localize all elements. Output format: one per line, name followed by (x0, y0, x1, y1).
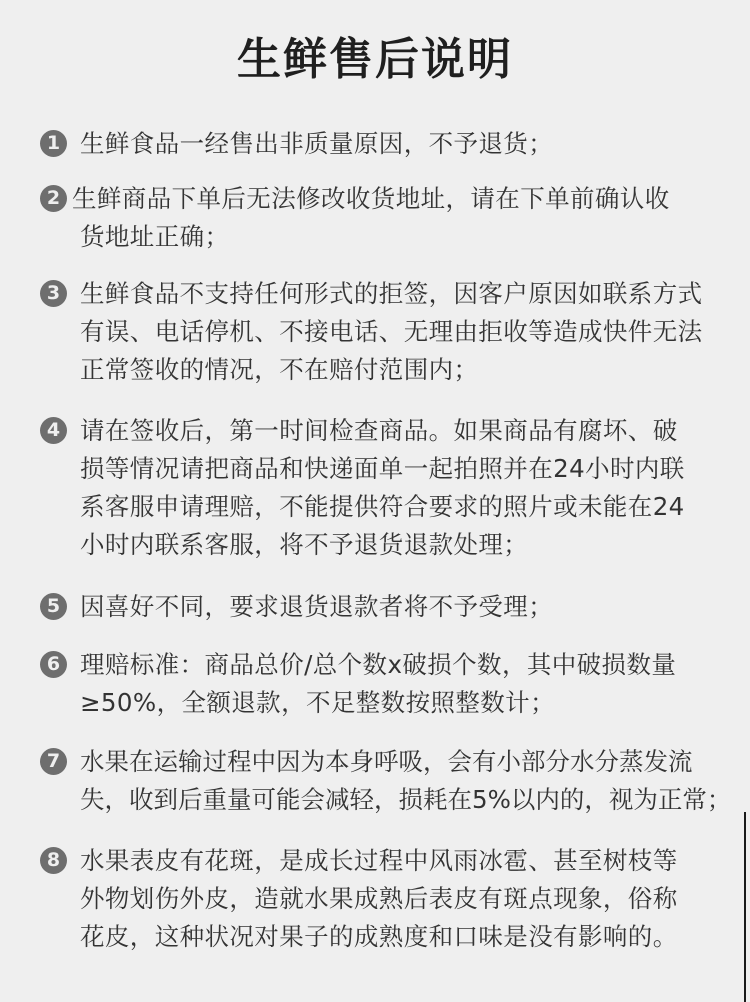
page-title: 生鲜售后说明 (237, 34, 513, 85)
number-badge: 1 (40, 130, 67, 157)
item-text (80, 743, 730, 819)
item-text (80, 646, 730, 722)
item-line: 外物划伤外皮，造就水果成熟后表皮有斑点现象，俗称 (80, 884, 678, 913)
item-line: 系客服申请理赔，不能提供符合要求的照片或未能在24 (80, 492, 685, 521)
item-line: 水果在运输过程中因为本身呼吸，会有小部分水分蒸发流 (80, 747, 693, 776)
number-badge: 4 (40, 417, 67, 444)
item-line: 失，收到后重量可能会减轻，损耗在5%以内的，视为正常； (80, 785, 732, 814)
edge-divider (744, 812, 746, 1002)
item-line: 生鲜商品下单后无法修改收货地址，请在下单前确认收 (72, 184, 670, 213)
number-badge: 8 (40, 847, 67, 874)
item-line: 损等情况请把商品和快递面单一起拍照并在24小时内联 (80, 454, 685, 483)
item-line: 生鲜食品不支持任何形式的拒签，因客户原因如联系方式 (80, 279, 703, 308)
item-line: 水果表皮有花斑，是成长过程中风雨冰雹、甚至树枝等 (80, 846, 678, 875)
number-badge: 6 (40, 651, 67, 678)
number-badge: 2 (40, 185, 67, 212)
item-line: 花皮，这种状况对果子的成熟度和口味是没有影响的。 (80, 922, 678, 951)
item-line: 正常签收的情况，不在赔付范围内； (80, 355, 479, 384)
item-text (80, 412, 730, 564)
item-line: 理赔标准：商品总价/总个数x破损个数，其中破损数量 (80, 650, 677, 679)
item-line: 小时内联系客服，将不予退货退款处理； (80, 530, 529, 559)
number-badge: 7 (40, 748, 67, 775)
item-line: 因喜好不同，要求退货退款者将不予受理； (80, 592, 554, 621)
item-line: ≥50%，全额退款，不足整数按照整数计； (80, 688, 555, 717)
item-text (72, 180, 722, 256)
item-text (80, 842, 730, 956)
number-badge: 5 (40, 593, 67, 620)
item-text (80, 588, 730, 626)
item-line: 请在签收后，第一时间检查商品。如果商品有腐坏、破 (80, 416, 678, 445)
item-line: 货地址正确； (80, 222, 230, 251)
item-text (80, 275, 730, 389)
item-text (80, 125, 730, 163)
number-badge: 3 (40, 280, 67, 307)
item-line: 有误、电话停机、不接电话、无理由拒收等造成快件无法 (80, 317, 703, 346)
item-line: 生鲜食品一经售出非质量原因，不予退货； (80, 129, 554, 158)
